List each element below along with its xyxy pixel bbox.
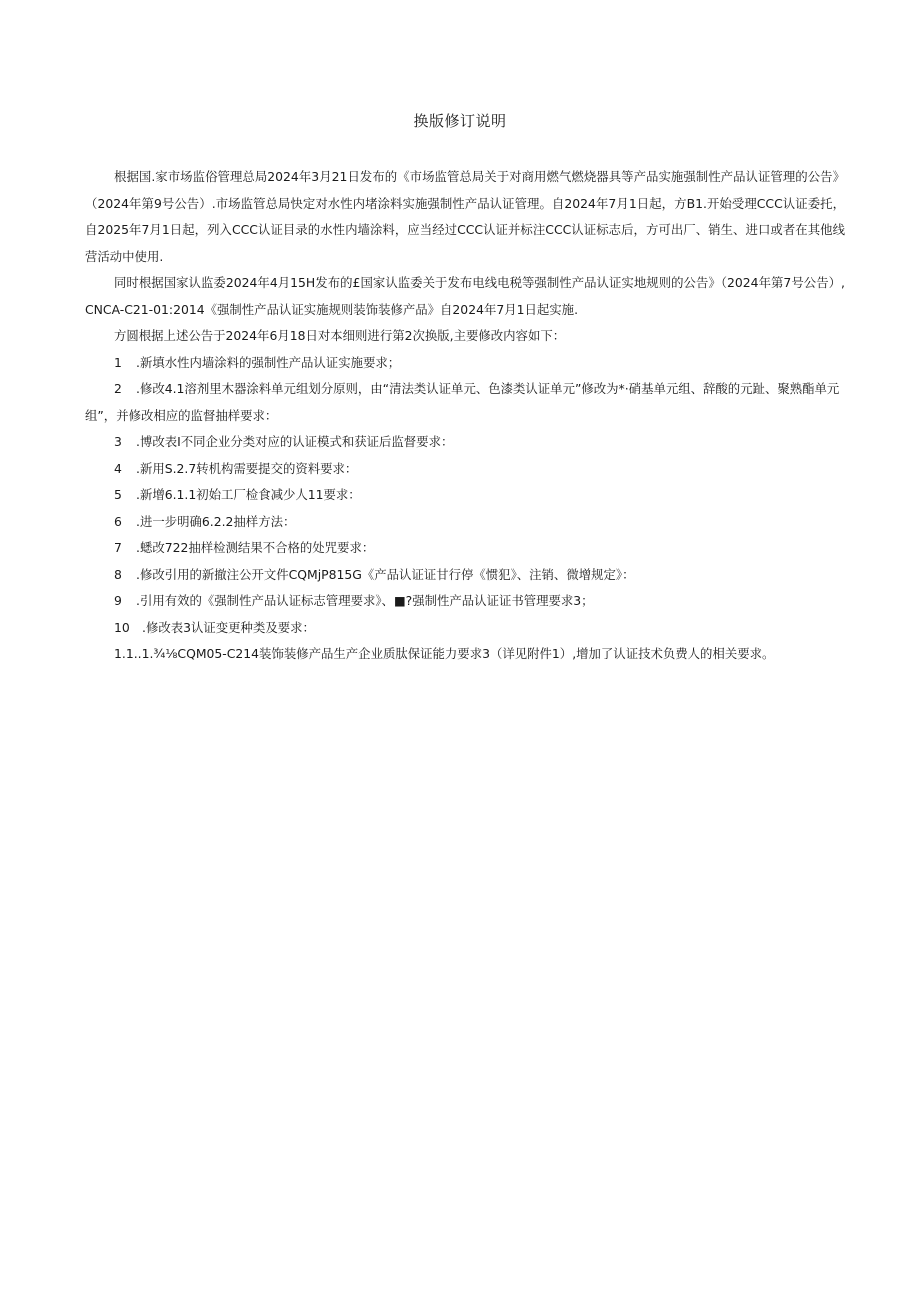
list-item-number: 1 [114,354,122,370]
list-item-text: .新用S.2.7转机构需要提交的资料要求： [136,460,358,476]
list-item [85,456,845,483]
list-item [85,350,845,377]
list-item [85,509,845,536]
list-item [85,376,845,429]
list-item-text: .修改表3认证变更种类及要求： [142,619,315,635]
list-item-text: .蟋改722抽样检测结果不合格的处咒要求： [136,540,375,555]
list-item [85,482,845,509]
list-item-text: .修改引用的新撤注公开文件CQMjP815G《产品认证证甘行停《惯犯》、注销、微增规定》： [136,566,635,582]
list-item-text: .博改表I不同企业分类对应的认证模式和获证后监督要求： [136,434,454,449]
list-item [85,588,845,615]
list-item-number: 9 [114,593,122,608]
list-item-text: .新增6.1.1初始工厂检食减少人11要求： [136,487,361,502]
list-item [85,429,845,456]
list-item-text: .新填水性内墙涂料的强制性产品认证实施要求； [136,354,401,370]
list-item-number: 5 [114,487,122,502]
second-paragraph: 同时根据国家认监委2024年4月15H发布的£国家认监委关于发布电线电税等强制性产品认证实地规则的公告》（2024年第7号公告）,CNCA-C21-01:2014《强制性产品认证实施规则装饰装修产品》自2024年7月1日起实施. [85,275,845,317]
revision-intro-paragraph: 方圆根据上述公告于2024年6月18日对本细则进行第2次换版,主要修改内容如下： [114,328,566,343]
list-item-number: 10 [114,619,130,635]
list-item [85,535,845,562]
list-item [85,562,845,589]
list-item-text: .引用有效的《强制性产品认证标志管理要求》、■?强制性产品认证证书管理要求3； [136,593,594,608]
list-item-number: 3 [114,434,122,449]
list-item [85,615,845,642]
final-revision-line: 1.1..1.¾⅛CQM05-C214装饰装修产品生产企业质肽保证能力要求3（详见附件1）,增加了认证技术负费人的相关要求。 [114,646,775,661]
list-item-text: .修改4.1溶剂里木器涂料单元组划分原则，由“清法类认证单元、色漆类认证单元”修改为*·硝基单元组、辞酸的元趾、聚熟酯单元组”，并修改相应的监督抽样要求： [85,381,840,423]
list-item-number: 7 [114,540,122,555]
document-body [85,164,845,668]
list-item-number: 2 [114,381,122,396]
list-item-text: .进一步明确6.2.2抽样方法： [136,513,296,529]
list-item-number: 4 [114,460,122,476]
list-item-number: 8 [114,566,122,582]
document-title: 换版修订说明 [413,112,507,130]
intro-paragraph: 根据国.家市场监俗管理总局2024年3月21日发布的《市场监管总局关于对商用燃气燃烧器具等产品实施强制性产品认证管理的公告》（2024年第9号公告）.市场监管总局快定对水性内堵涂料实施强制性产品认证管理。自2024年7月1日起，方B1.开始受理CCC认证委托，自2025年7月1日起，列入CCC认证目录的水性内墙涂料，应当经过CCC认证并标注CCC认证标志后，方可出厂、销生、进口或者在其他线营活动中使用. [85,169,845,264]
list-item-number: 6 [114,513,122,529]
